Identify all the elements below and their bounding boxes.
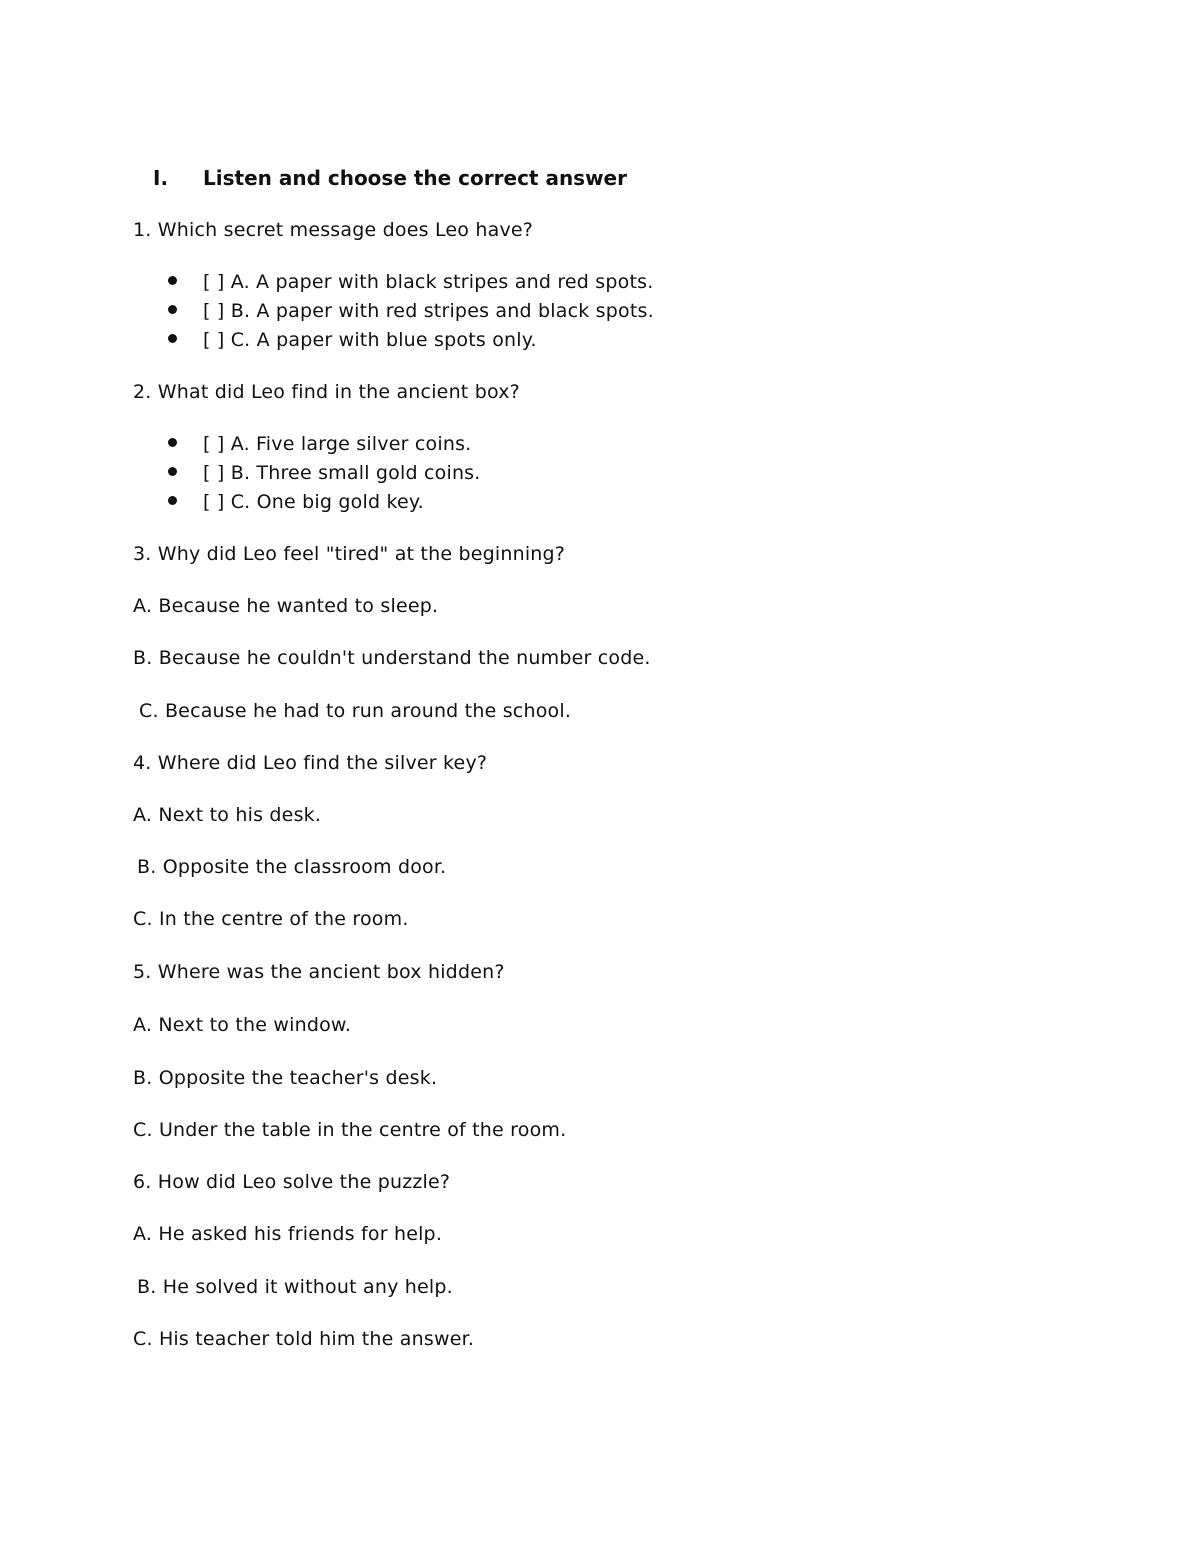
question-2-option-a bbox=[168, 432, 471, 456]
question-5-option-a: A. Next to the window. bbox=[133, 1014, 352, 1036]
bullet-icon bbox=[168, 496, 177, 505]
question-1-option-a bbox=[168, 270, 653, 294]
question-5-option-b: B. Opposite the teacher's desk. bbox=[133, 1067, 438, 1089]
question-2-option-c bbox=[168, 490, 424, 514]
question-1-option-b bbox=[168, 299, 654, 323]
question-4: 4. Where did Leo find the silver key? bbox=[133, 752, 488, 774]
bullet-icon bbox=[168, 467, 177, 476]
option-text: [ ] B. Three small gold coins. bbox=[203, 462, 481, 484]
question-6-option-c: C. His teacher told him the answer. bbox=[133, 1328, 475, 1350]
question-3-option-c: C. Because he had to run around the school. bbox=[139, 700, 572, 722]
bullet-icon bbox=[168, 334, 177, 343]
question-3: 3. Why did Leo feel "tired" at the beginning? bbox=[133, 543, 566, 565]
question-6-option-b: B. He solved it without any help. bbox=[137, 1276, 453, 1298]
option-text: [ ] B. A paper with red stripes and black spots. bbox=[203, 300, 654, 322]
option-text: [ ] C. One big gold key. bbox=[203, 491, 424, 513]
bullet-icon bbox=[168, 305, 177, 314]
bullet-icon bbox=[168, 276, 177, 285]
question-6-option-a: A. He asked his friends for help. bbox=[133, 1223, 443, 1245]
option-text: [ ] A. A paper with black stripes and red spots. bbox=[203, 271, 654, 293]
option-text: [ ] A. Five large silver coins. bbox=[203, 433, 472, 455]
question-1: 1. Which secret message does Leo have? bbox=[133, 219, 534, 241]
question-5-option-c: C. Under the table in the centre of the room. bbox=[133, 1119, 567, 1141]
section-number: I. bbox=[153, 166, 169, 190]
question-3-option-b: B. Because he couldn't understand the number code. bbox=[133, 647, 651, 669]
question-4-option-c: C. In the centre of the room. bbox=[133, 908, 409, 930]
question-2: 2. What did Leo find in the ancient box? bbox=[133, 381, 520, 403]
question-3-option-a: A. Because he wanted to sleep. bbox=[133, 595, 439, 617]
option-text: [ ] C. A paper with blue spots only. bbox=[203, 329, 537, 351]
question-1-option-c bbox=[168, 328, 537, 352]
question-4-option-b: B. Opposite the classroom door. bbox=[137, 856, 447, 878]
section-title: Listen and choose the correct answer bbox=[203, 166, 627, 190]
question-5: 5. Where was the ancient box hidden? bbox=[133, 961, 505, 983]
bullet-icon bbox=[168, 438, 177, 447]
question-6: 6. How did Leo solve the puzzle? bbox=[133, 1171, 451, 1193]
question-2-option-b bbox=[168, 461, 481, 485]
question-4-option-a: A. Next to his desk. bbox=[133, 804, 322, 826]
